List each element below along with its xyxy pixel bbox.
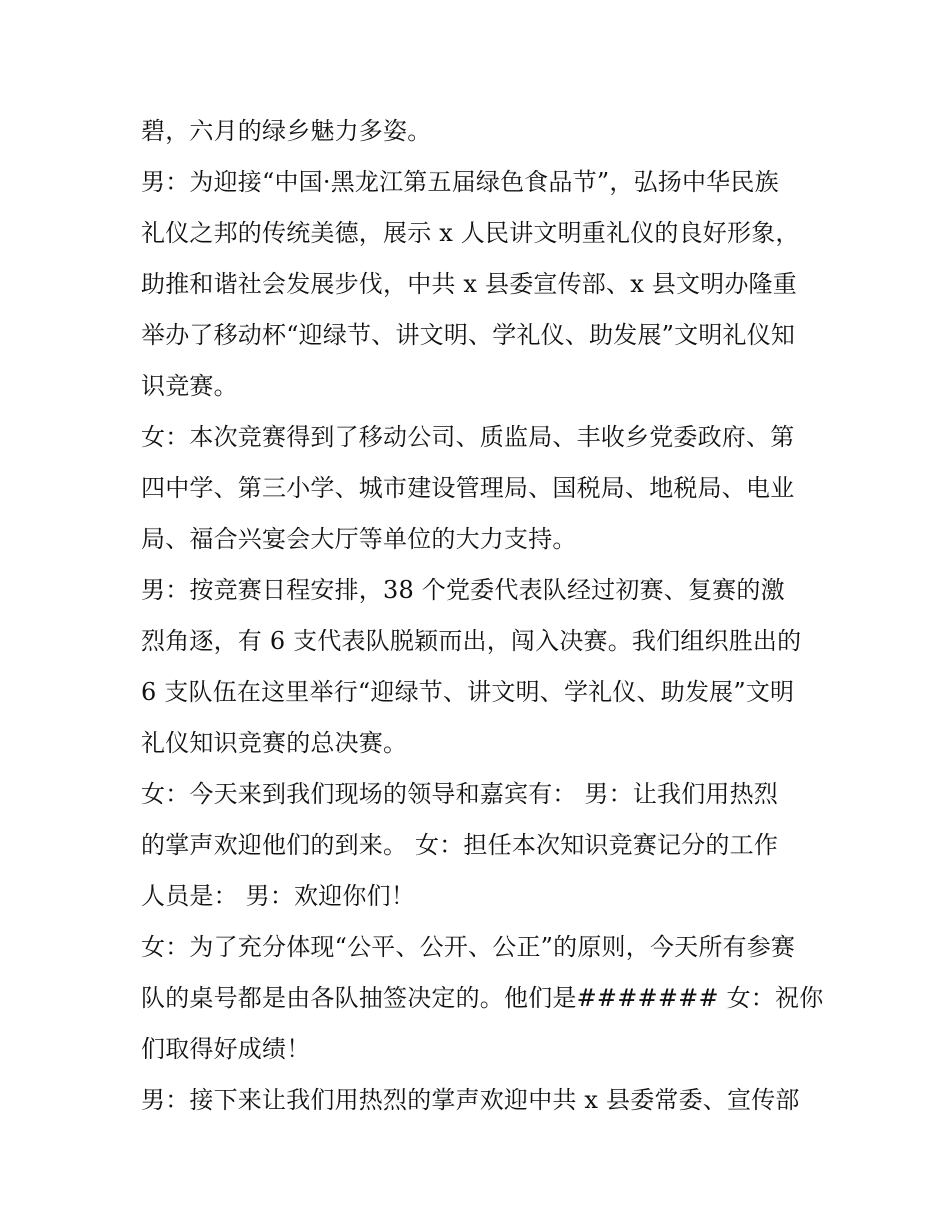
text-line: 6 支队伍在这里举行“迎绿节、讲文明、学礼仪、助发展”文明 (141, 678, 795, 706)
text-line: 的掌声欢迎他们的到来。 女：担任本次知识竞赛记分的工作 (141, 831, 779, 859)
text-line: 男：为迎接“中国·黑龙江第五届绿色食品节”，弘扬中华民族 (141, 168, 779, 196)
text-line: 礼仪知识竞赛的总决赛。 (141, 729, 408, 757)
text-line: 举办了移动杯“迎绿节、讲文明、学礼仪、助发展”文明礼仪知 (141, 321, 796, 349)
text-line: 烈角逐，有 6 支代表队脱颖而出，闯入决赛。我们组织胜出的 (141, 627, 802, 655)
text-line: 识竞赛。 (141, 372, 238, 400)
document-body (141, 106, 824, 1126)
text-line: 人员是： 男：欢迎你们！ (141, 882, 416, 910)
text-line: 局、福合兴宴会大厅等单位的大力支持。 (141, 525, 577, 553)
text-line: 四中学、第三小学、城市建设管理局、国税局、地税局、电业 (141, 474, 795, 502)
text-line: 们取得好成绩！ (141, 1035, 311, 1063)
text-line: 男：接下来让我们用热烈的掌声欢迎中共 x 县委常委、宣传部 (141, 1086, 800, 1114)
text-line: 女：为了充分体现“公平、公开、公正”的原则，今天所有参赛 (141, 933, 796, 961)
text-line: 女：今天来到我们现场的领导和嘉宾有： 男：让我们用热烈 (141, 780, 779, 808)
text-line: 队的桌号都是由各队抽签决定的。他们是####### 女：祝你 (141, 984, 824, 1012)
text-line: 男：按竞赛日程安排，38 个党委代表队经过初赛、复赛的激 (141, 576, 785, 604)
text-line: 礼仪之邦的传统美德，展示 x 人民讲文明重礼仪的良好形象， (141, 219, 800, 247)
text-line: 助推和谐社会发展步伐，中共 x 县委宣传部、x 县文明办隆重 (141, 270, 797, 298)
text-line: 女：本次竞赛得到了移动公司、质监局、丰收乡党委政府、第 (141, 423, 795, 451)
text-line: 碧，六月的绿乡魅力多姿。 (141, 117, 432, 145)
